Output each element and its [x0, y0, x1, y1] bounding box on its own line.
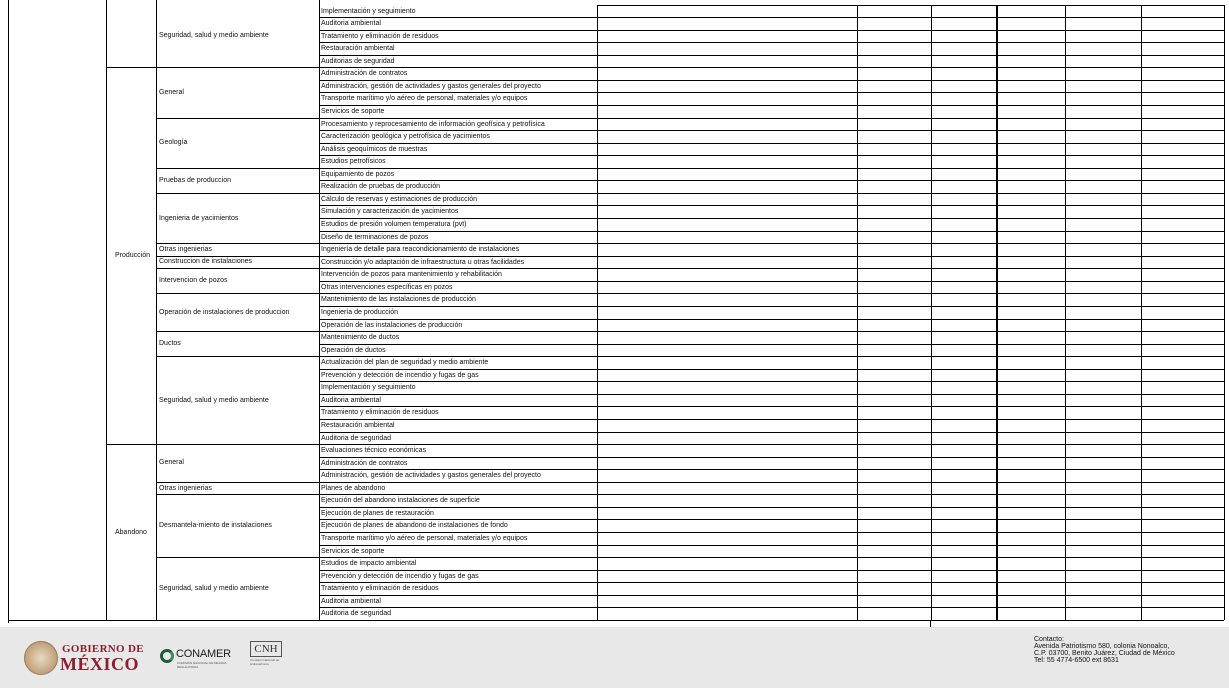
row-divider	[319, 118, 1224, 119]
stage-label: Producción	[115, 252, 151, 260]
item-label: Tratamiento y eliminación de residuos	[321, 585, 439, 593]
item-label: Análisis geoquímicos de muestras	[321, 145, 428, 153]
row-divider	[319, 205, 1224, 206]
item-label: Tratamiento y eliminación de residuos	[321, 409, 439, 417]
gob-logo-line1: GOBIERNO DE	[62, 643, 144, 655]
item-label: Servicios de soporte	[321, 547, 385, 555]
column-divider	[996, 5, 998, 620]
row-divider	[319, 105, 1224, 106]
row-divider	[319, 92, 1224, 93]
item-label: Equipamiento de pozos	[321, 170, 395, 178]
row-divider	[319, 557, 1224, 558]
item-label: Procesamiento y reprocesamiento de información geofísica y petrofísica	[321, 120, 545, 128]
page-footer	[0, 627, 1229, 688]
item-label: Mantenimiento de ductos	[321, 334, 400, 342]
column-divider	[597, 5, 598, 620]
stage-divider	[106, 444, 156, 445]
row-divider	[319, 432, 1224, 433]
row-divider	[319, 545, 1224, 546]
table-bottom-border	[8, 620, 1224, 621]
item-label: Diseño de terminaciones de pozos	[321, 233, 429, 241]
row-divider	[319, 42, 1224, 43]
item-label: Servicios de soporte	[321, 107, 385, 115]
row-divider	[319, 582, 1224, 583]
item-label: Otras intervenciones específicas en pozos	[321, 283, 453, 291]
row-divider	[319, 281, 1224, 282]
item-label: Tratamiento y eliminación de residuos	[321, 32, 439, 40]
subgroup-divider	[156, 256, 319, 257]
row-divider	[319, 570, 1224, 571]
column-divider	[857, 5, 858, 620]
row-divider	[319, 55, 1224, 56]
subgroup-divider	[156, 444, 319, 445]
row-divider	[319, 306, 1224, 307]
cnh-logo	[250, 641, 290, 673]
row-divider	[319, 381, 1224, 382]
national-seal-icon	[24, 641, 58, 675]
item-label: Planes de abandono	[321, 484, 386, 492]
item-label: Intervención de pozos para mantenimiento y rehabilitación	[321, 271, 502, 279]
subgroup-label: General	[159, 459, 184, 467]
cnh-name: CNH	[250, 641, 282, 657]
item-label: Estudios de presión volumen temperatura (pvt)	[321, 221, 467, 229]
conamer-name: CONAMER	[176, 648, 231, 660]
row-divider	[319, 80, 1224, 81]
contact-phone: Tel: 55 4774-6500 ext 8631	[1034, 657, 1119, 664]
item-label: Transporte marítimo y/o aéreo de personal, materiales y/o equipos	[321, 95, 528, 103]
row-divider	[319, 67, 1224, 68]
column-divider	[1141, 5, 1142, 620]
table-top-border	[597, 5, 1224, 6]
item-label: Implementación y seguimiento	[321, 384, 416, 392]
item-label: Caracterización geológica y petrofísica de yacimientos	[321, 133, 490, 141]
item-label: Administración, gestión de actividades y gastos generales del proyecto	[321, 472, 541, 480]
row-divider	[319, 17, 1224, 18]
item-label: Auditoria ambiental	[321, 396, 381, 404]
subgroup-divider	[156, 356, 319, 357]
item-label: Operación de las instalaciones de producción	[321, 321, 463, 329]
cnh-subtitle: Comisión Nacional de Hidrocarburos	[250, 658, 280, 666]
row-divider	[319, 419, 1224, 420]
contact-block	[1034, 636, 1175, 664]
item-label: Operación de ductos	[321, 346, 386, 354]
column-divider	[319, 0, 320, 620]
item-label: Realización de pruebas de producción	[321, 183, 441, 191]
conamer-mark-icon	[160, 649, 174, 663]
subgroup-divider	[156, 331, 319, 332]
item-label: Ejecución de planes de restauración	[321, 509, 434, 517]
row-divider	[319, 193, 1224, 194]
row-divider	[319, 231, 1224, 232]
subgroup-divider	[156, 168, 319, 169]
row-divider	[319, 155, 1224, 156]
subgroup-divider	[156, 268, 319, 269]
item-label: Auditorias de seguridad	[321, 57, 395, 65]
row-divider	[319, 607, 1224, 608]
item-label: Cálculo de reservas y estimaciones de producción	[321, 195, 478, 203]
subgroup-divider	[156, 494, 319, 495]
item-label: Estudios petrofísicos	[321, 158, 386, 166]
column-divider	[1065, 5, 1066, 620]
item-label: Administración de contratos	[321, 70, 408, 78]
subgroup-divider	[156, 557, 319, 558]
subgroup-label: Seguridad, salud y medio ambiente	[159, 396, 269, 404]
row-divider	[319, 218, 1224, 219]
subgroup-label: Seguridad, salud y medio ambiente	[159, 32, 269, 40]
table-left-border	[8, 0, 9, 623]
subgroup-divider	[156, 193, 319, 194]
gob-logo-line2: MÉXICO	[60, 654, 139, 674]
subgroup-label: Operación de instalaciones de produccion	[159, 308, 290, 316]
row-divider	[319, 406, 1224, 407]
subgroup-label: General	[159, 88, 184, 96]
item-label: Administración, gestión de actividades y gastos generales del proyecto	[321, 82, 541, 90]
conamer-subtitle: COMISIÓN NACIONAL DE MEJORA REGULATORIA	[177, 661, 227, 669]
row-divider	[319, 595, 1224, 596]
item-label: Auditoria ambiental	[321, 20, 381, 28]
item-label: Restauración ambiental	[321, 45, 395, 53]
row-divider	[319, 243, 1224, 244]
item-label: Construcción y/o adaptación de infraestructura u otras facilidades	[321, 258, 525, 266]
item-label: Prevención y detección de incendio y fugas de gas	[321, 371, 479, 379]
item-label: Transporte marítimo y/o aéreo de personal, materiales y/o equipos	[321, 535, 528, 543]
row-divider	[319, 356, 1224, 357]
subgroup-label: Construccion de instalaciones	[159, 258, 252, 266]
subgroup-label: Geología	[159, 139, 188, 147]
item-label: Ingeniería de producción	[321, 308, 399, 316]
item-label: Estudios de impacto ambiental	[321, 560, 417, 568]
subgroup-label: Intervencion de pozos	[159, 277, 228, 285]
row-divider	[319, 507, 1224, 508]
subgroup-divider	[156, 243, 319, 244]
gobierno-de-mexico-logo	[24, 641, 148, 675]
contact-address-line1: Avenida Patriotismo 580, colonia Nonoalco,	[1034, 643, 1170, 650]
conamer-logo	[160, 647, 240, 667]
contact-address-line2: C.P. 03700, Benito Juárez, Ciudad de México	[1034, 650, 1175, 657]
row-divider	[319, 30, 1224, 31]
row-divider	[319, 532, 1224, 533]
item-label: Simulación y caracterización de yacimientos	[321, 208, 459, 216]
row-divider	[319, 319, 1224, 320]
row-divider	[319, 256, 1224, 257]
row-divider	[319, 180, 1224, 181]
item-label: Implementación y seguimiento	[321, 7, 416, 15]
column-divider	[1224, 5, 1225, 620]
row-divider	[319, 130, 1224, 131]
row-divider	[319, 168, 1224, 169]
row-divider	[319, 519, 1224, 520]
item-label: Auditoria de seguridad	[321, 610, 392, 618]
item-label: Auditoria de seguridad	[321, 434, 392, 442]
item-label: Mantenimiento de las instalaciones de producción	[321, 296, 476, 304]
row-divider	[319, 143, 1224, 144]
item-label: Ejecución de planes de abandono de instalaciones de fondo	[321, 522, 508, 530]
row-divider	[319, 494, 1224, 495]
subgroup-divider	[156, 67, 319, 68]
column-divider	[156, 0, 157, 620]
row-divider	[319, 293, 1224, 294]
item-label: Ingeniería de detalle para reacondicionamiento de instalaciones	[321, 246, 520, 254]
item-label: Restauración ambiental	[321, 421, 395, 429]
subgroup-label: Otras ingenierias	[159, 245, 212, 253]
item-label: Administración de contratos	[321, 459, 408, 467]
row-divider	[319, 369, 1224, 370]
subgroup-label: Otras ingenierias	[159, 484, 212, 492]
row-divider	[319, 469, 1224, 470]
subgroup-label: Ductos	[159, 340, 181, 348]
subgroup-label: Desmantela-miento de instalaciones	[159, 522, 272, 530]
item-label: Auditoria ambiental	[321, 597, 381, 605]
item-label: Actualización del plan de seguridad y medio ambiente	[321, 359, 489, 367]
item-label: Ejecución del abandono instalaciones de superficie	[321, 497, 480, 505]
subgroup-label: Ingenieria de yacimientos	[159, 214, 239, 222]
contact-title: Contacto:	[1034, 636, 1064, 643]
row-divider	[319, 444, 1224, 445]
stage-divider	[106, 67, 156, 68]
row-divider	[319, 344, 1224, 345]
row-divider	[319, 394, 1224, 395]
row-divider	[319, 268, 1224, 269]
subgroup-divider	[156, 482, 319, 483]
column-divider	[106, 0, 107, 620]
subgroup-divider	[156, 118, 319, 119]
item-label: Prevención y detección de incendio y fugas de gas	[321, 572, 479, 580]
row-divider	[319, 482, 1224, 483]
subgroup-label: Pruebas de produccion	[159, 176, 231, 184]
row-divider	[319, 331, 1224, 332]
column-divider	[931, 5, 932, 620]
stage-label: Abandono	[115, 528, 147, 536]
item-label: Evaluaciones técnico económicas	[321, 447, 427, 455]
subgroup-divider	[156, 293, 319, 294]
subgroup-label: Seguridad, salud y medio ambiente	[159, 585, 269, 593]
row-divider	[319, 457, 1224, 458]
